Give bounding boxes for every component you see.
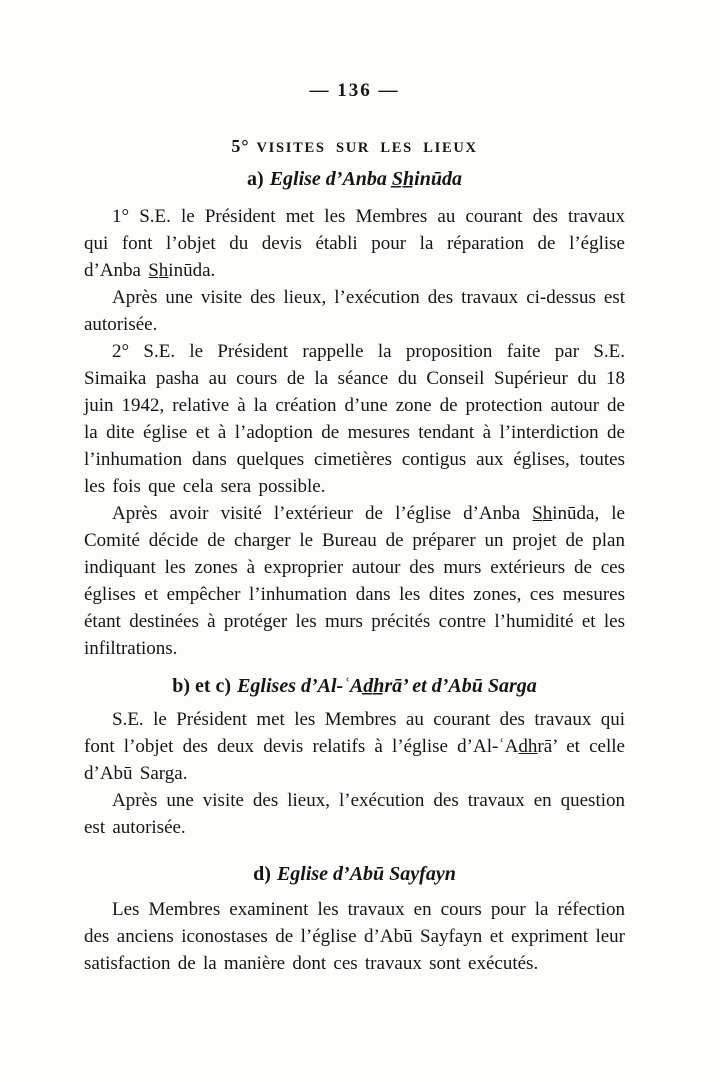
subsection-a-heading [84,166,625,192]
subsection-a-title: Eglise d’Anba S̲h̲inūda [269,168,462,190]
paragraph-a4: Après avoir visité l’extérieur de l’église d’Anba S̲h̲inūda, le Comité décide de charger le Bureau de préparer un projet de plan indiquant les zones à exproprier autour des murs extérieurs de ces églises et empêcher l’inhumation dans les dites zones, ces mesures étant destinées à protéger les murs précités contre l’humidité et les infiltrations. [84,503,625,659]
paragraph-bc1: S.E. le Président met les Membres au courant des travaux qui font l’objet des deux devis relatifs à l’église d’Al-ʿAd̲h̲rā’ et celle d’Abū Sarga. [84,709,625,784]
subsection-a-label: a) [247,168,264,190]
page-number: — 136 — [309,80,400,101]
section-title: VISITES SUR LES LIEUX [256,140,478,156]
text-column [84,80,625,977]
paragraph-a2: Après une visite des lieux, l’exécution des travaux ci-dessus est autorisée. [84,287,625,335]
paragraph-a1: 1° S.E. le Président met les Membres au courant des travaux qui font l’objet du devis établi pour la réparation de l’église d’Anba S̲h̲inūda. [84,206,625,281]
section-number: 5° [231,136,250,156]
paragraph-a3: 2° S.E. le Président rappelle la proposition faite par S.E. Simaika pasha au cours de la séance du Conseil Supérieur du 18 juin 1942, relative à la création d’une zone de protection autour de la dite église et à l’adoption de mesures tendant à l’interdiction de l’inhumation dans quelques cimetières contigus aux églises, toutes les fois que cela sera possible. [84,341,625,497]
subsection-bc-title: Eglises d’Al-ʿAd̲h̲rā’ et d’Abū Sarga [237,675,537,697]
subsection-d-heading [84,861,625,887]
subsection-a-body [84,203,625,662]
subsection-d-label: d) [253,863,271,885]
subsection-bc-heading [84,673,625,699]
subsection-d-title: Eglise d’Abū Sayfayn [276,863,456,885]
paragraph-bc2: Après une visite des lieux, l’exécution des travaux en question est autorisée. [84,790,625,838]
section-heading [84,135,625,159]
subsection-d-body [84,896,625,977]
subsection-bc-body [84,706,625,841]
subsection-bc-label: b) et c) [172,675,232,697]
paragraph-d1: Les Membres examinent les travaux en cours pour la réfection des anciens iconostases de l’église d’Abū Sayfayn et expriment leur satisfaction de la manière dont ces travaux sont exécutés. [84,899,625,974]
